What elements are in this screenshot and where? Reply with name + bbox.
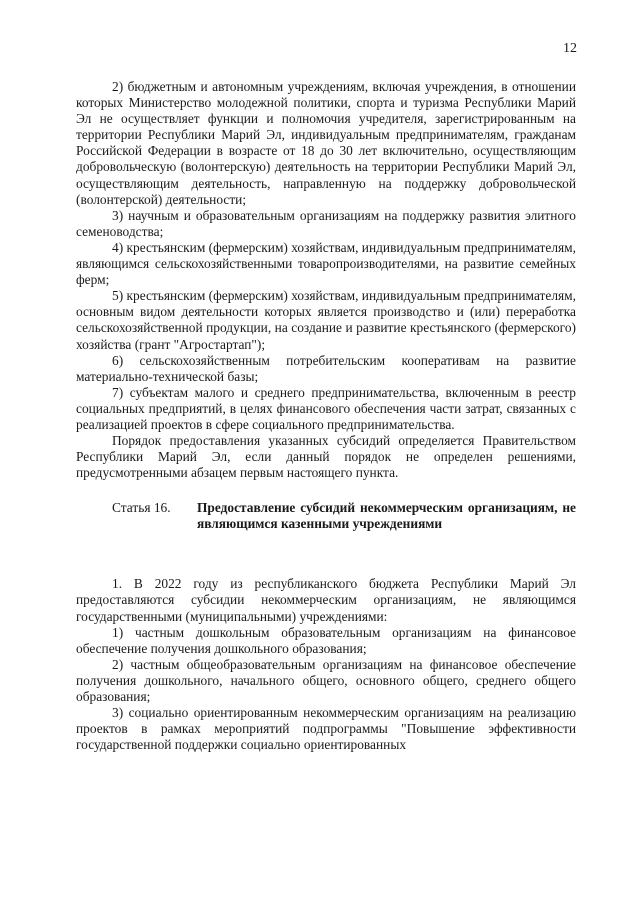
article-title: Предоставление субсидий некоммерческим организациям, не являющимся казенными учреждениями <box>197 500 576 532</box>
paragraph-subitem-1: 1) частным дошкольным образовательным организациям на финансовое обеспечение получения дошкольного образования; <box>76 624 576 656</box>
page-number: 12 <box>563 41 577 56</box>
paragraph-item-6: 6) сельскохозяйственным потребительским кооперативам на развитие материально-технической базы; <box>76 352 576 384</box>
article-heading <box>76 500 576 550</box>
paragraph-procedure: Порядок предоставления указанных субсидий определяется Правительством Республики Марий Эл, если данный порядок не определен решениями, предусмотренными абзацем первым настоящего пункта. <box>76 433 576 481</box>
paragraph-item-3: 3) научным и образовательным организациям на поддержку развития элитного семеноводства; <box>76 207 576 239</box>
paragraph-subitem-2: 2) частным общеобразовательным организациям на финансовое обеспечение получения дошкольного, начального общего, основного общего, среднего общего образования; <box>76 656 576 704</box>
document-body <box>76 79 576 753</box>
paragraph-item-4: 4) крестьянским (фермерским) хозяйствам, индивидуальным предпринимателям, являющимся сельскохозяйственными товаропроизводителями, на развитие семейных ферм; <box>76 239 576 288</box>
paragraph-item-2: 2) бюджетным и автономным учреждениям, включая учреждения, в отношении которых Министерство молодежной политики, спорта и туризма Республики Марий Эл не осуществляет функции и полномочия учредителя, зарегистрированным на территории Республики Марий Эл, индивидуальным предпринимателям, гражданам Российской Федерации в возрасте от 18 до 30 лет включительно, осуществляющим добровольческую (волонтерскую) деятельность на территории Республики Марий Эл, осуществляющим деятельность, направленную на поддержку добровольческой (волонтерской) деятельности; <box>76 79 576 207</box>
paragraph-item-5: 5) крестьянским (фермерским) хозяйствам, индивидуальным предпринимателям, основным видом деятельности которых является производство и (или) переработка сельскохозяйственной продукции, на создание и развитие крестьянского (фермерского) хозяйства (грант "Агростартап"); <box>76 288 576 352</box>
paragraph-clause-1: 1. В 2022 году из республиканского бюджета Республики Марий Эл предоставляются субсидии некоммерческим организациям, не являющимся государственными (муниципальными) учреждениями: <box>76 576 576 624</box>
article-label: Статья 16. <box>112 500 171 516</box>
paragraph-subitem-3: 3) социально ориентированным некоммерческим организациям на реализацию проектов в рамках мероприятий подпрограммы "Повышение эффективности государственной поддержки социально ориентированных <box>76 705 576 753</box>
paragraph-item-7: 7) субъектам малого и среднего предпринимательства, включенным в реестр социальных предприятий, в целях финансового обеспечения части затрат, связанных с реализацией проектов в сфере социального предпринимательства. <box>76 384 576 432</box>
